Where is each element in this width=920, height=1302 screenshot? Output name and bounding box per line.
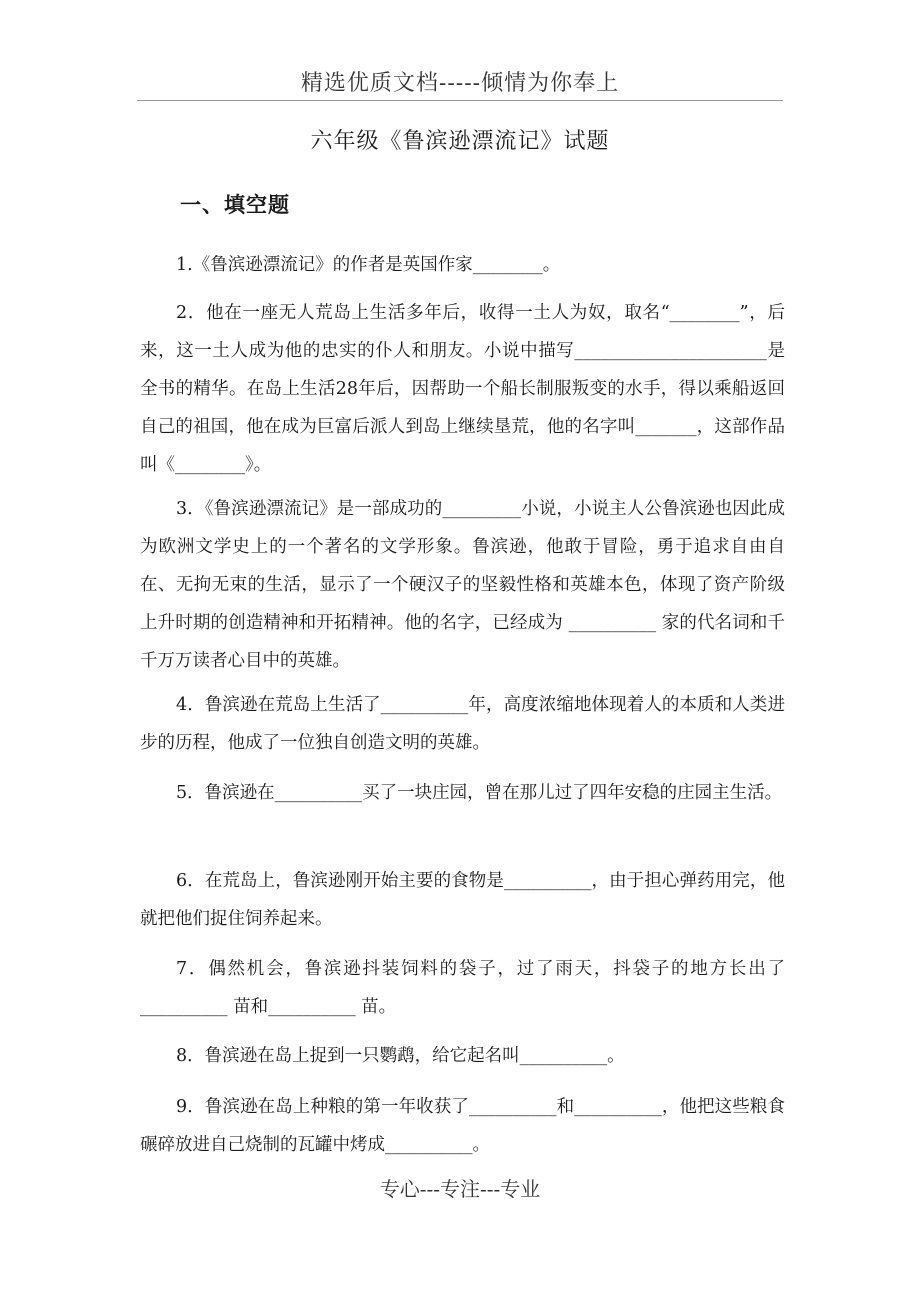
question-3: 3．《鲁滨逊漂流记》是一部成功的_________小说，小说主人公鲁滨逊也因此成为欧洲文学史上的一个著名的文学形象。鲁滨逊，他敢于冒险，勇于追求自由自在、无拘无束的生活，显示了一个硬汉子的坚毅性格和英雄本色，体现了资产阶级上升时期的创造精神和开拓精神。他的名字，已经成为 __________ 家的代名词和千千万万读者心目中的英雄。 bbox=[140, 499, 785, 671]
section-heading-fill-in: 一、填空题 bbox=[180, 193, 290, 217]
question-1: 1.《鲁滨逊漂流记》的作者是英国作家________。 bbox=[176, 255, 561, 275]
page-footer: 专心---专注---专业 bbox=[379, 1177, 541, 1201]
question-9: 9．鲁滨逊在岛上种粮的第一年收获了__________和__________，他把这些粮食碾碎放进自己烧制的瓦罐中烤成__________。 bbox=[140, 1097, 785, 1155]
question-2: 2．他在一座无人荒岛上生活多年后，收得一土人为奴，取名“________”，后来，这一土人成为他的忠实的仆人和朋友。小说中描写______________________是全书的精华。在岛上生活28年后，因帮助一个船长制服叛变的水手，得以乘船返回自己的祖国，他在成为巨富后派人到岛上继续垦荒，他的名字叫_______，这部作品叫《________》。 bbox=[140, 303, 785, 475]
question-6: 6．在荒岛上，鲁滨逊刚开始主要的食物是__________，由于担心弹药用完，他就把他们捉住饲养起来。 bbox=[140, 871, 785, 929]
question-4: 4．鲁滨逊在荒岛上生活了__________年，高度浓缩地体现着人的本质和人类进步的历程，他成了一位独自创造文明的英雄。 bbox=[140, 695, 785, 753]
page-header: 精选优质文档-----倾情为你奉上 bbox=[300, 71, 620, 96]
question-8: 8．鲁滨逊在岛上捉到一只鹦鹉，给它起名叫__________。 bbox=[176, 1046, 625, 1066]
header-divider bbox=[137, 100, 783, 101]
document-title: 六年级《鲁滨逊漂流记》试题 bbox=[310, 129, 610, 154]
question-5: 5．鲁滨逊在__________买了一块庄园，曾在那儿过了四年安稳的庄园主生活。 bbox=[176, 783, 783, 803]
question-7: 7．偶然机会，鲁滨逊抖装饲料的袋子，过了雨天，抖袋子的地方长出了__________ 苗和__________ 苗。 bbox=[140, 959, 785, 1017]
